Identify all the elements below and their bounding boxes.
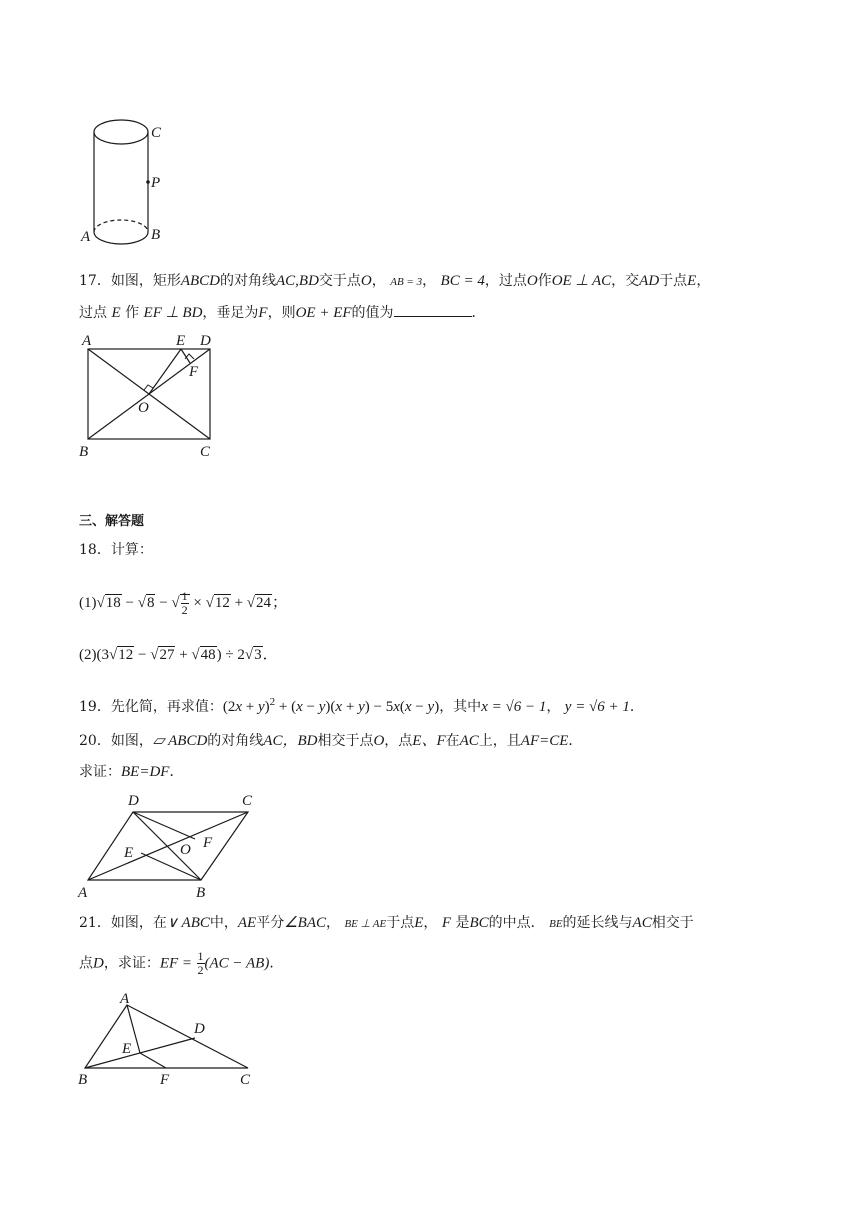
segment-ef bbox=[140, 1053, 166, 1068]
q18-part2: (2)(3√12 − √27 + √48) ÷ 2√3． bbox=[79, 647, 278, 663]
segment-oe bbox=[149, 349, 181, 394]
label-d: D bbox=[128, 793, 139, 809]
label-b: B bbox=[79, 444, 89, 460]
segment-be bbox=[141, 853, 201, 880]
parallelogram-figure bbox=[76, 790, 266, 900]
answer-blank bbox=[394, 302, 472, 317]
q21-line1: 21．如图，在∨ ABC中，AE平分∠BAC， BE ⊥ AE于点E， F 是BC的中点． BE的延长线与AC相交于 bbox=[79, 915, 694, 931]
q19-line: 19．先化简，再求值：$(2x + y)^2 + (x - y)(x + y) - 5x(x - y)$，其中x = √6 − 1， y = √6 + 1． bbox=[79, 696, 644, 715]
label-c: C bbox=[240, 1072, 251, 1088]
label-e: E bbox=[176, 333, 186, 349]
q18-part1: (1)√18 − √8 − √ $\frac{1}{2}$ × √12 + √24； bbox=[79, 589, 288, 617]
label-o: O bbox=[138, 400, 149, 416]
label-b: B bbox=[78, 1072, 88, 1088]
q20-line2: 求证：BE=DF． bbox=[79, 764, 184, 780]
label-e: E bbox=[124, 845, 134, 861]
label-f: F bbox=[160, 1072, 170, 1088]
label-c: C bbox=[151, 125, 162, 141]
q18-line: 18．计算： bbox=[79, 542, 153, 558]
label-d: D bbox=[200, 333, 211, 349]
label-f: F bbox=[189, 364, 199, 380]
segment-df bbox=[133, 812, 195, 839]
section-title: 三、解答题 bbox=[79, 514, 145, 529]
label-a: A bbox=[81, 229, 91, 245]
q17-line2: 过点 E 作 EF ⊥ BD，垂足为F，则OE + EF的值为 ． bbox=[79, 302, 486, 323]
label-a: A bbox=[82, 333, 92, 349]
q17-line1: 17．如图，矩形ABCD的对角线AC,BD交于点O， AB = 3， BC = 4，过点O作OE ⊥ AC，交AD于点E， bbox=[79, 273, 711, 289]
label-b: B bbox=[151, 227, 161, 243]
label-e: E bbox=[122, 1041, 132, 1057]
cylinder-top-ellipse bbox=[94, 120, 148, 144]
label-o: O bbox=[180, 842, 191, 858]
segment-ef bbox=[181, 349, 190, 363]
label-p: P bbox=[151, 175, 161, 191]
label-c: C bbox=[242, 793, 253, 809]
q20-line1: 20．如图，▱ ABCD的对角线AC，BD相交于点O，点E、F在AC上，且AF=CE． bbox=[79, 733, 583, 749]
label-a: A bbox=[78, 885, 88, 901]
label-f: F bbox=[203, 835, 213, 851]
rectangle-figure bbox=[78, 330, 228, 460]
cylinder-bottom-front bbox=[94, 232, 148, 244]
label-d: D bbox=[194, 1021, 205, 1037]
q21-line2: 点D，求证：EF = $\frac{1}{2}$ (AC − AB)． bbox=[79, 949, 284, 977]
cylinder-bottom-back bbox=[94, 220, 148, 232]
triangle-abc bbox=[85, 1005, 248, 1068]
cylinder-figure bbox=[80, 115, 180, 255]
label-a: A bbox=[120, 991, 130, 1007]
point-p bbox=[146, 180, 150, 184]
label-c: C bbox=[200, 444, 211, 460]
triangle-figure bbox=[76, 990, 266, 1090]
label-b: B bbox=[196, 885, 206, 901]
